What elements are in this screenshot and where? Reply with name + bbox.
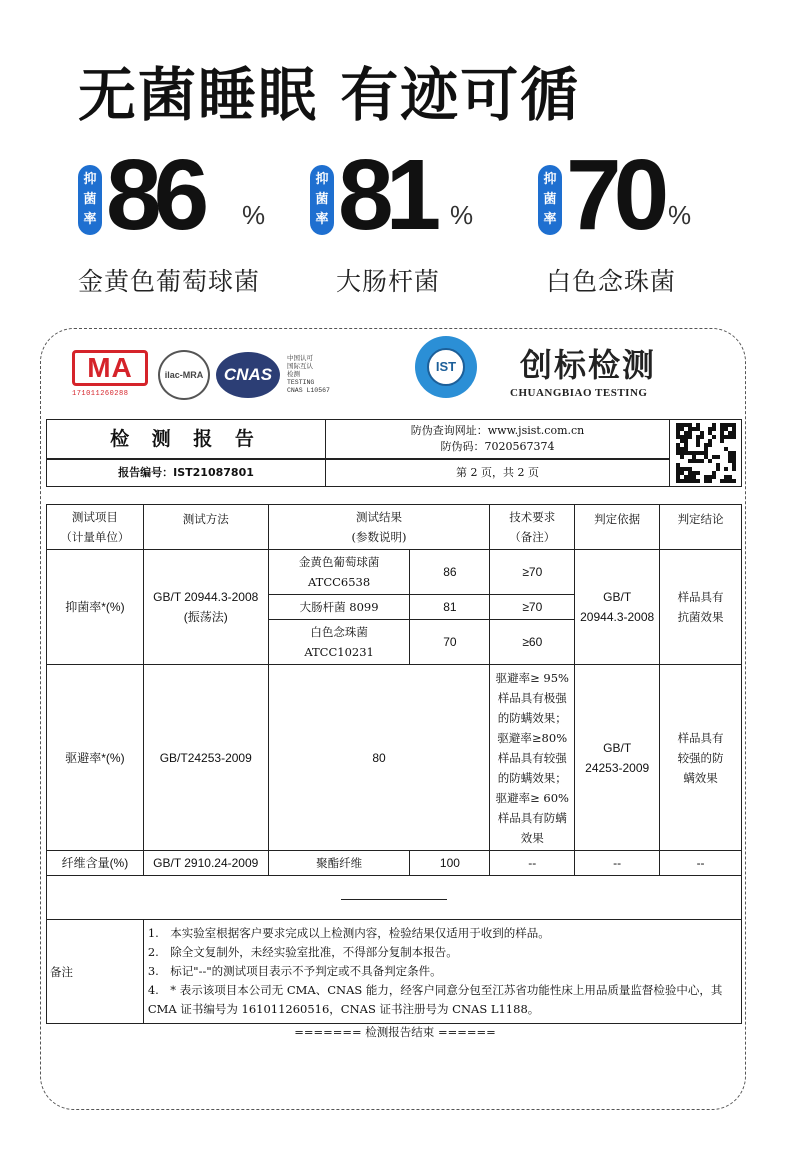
note-item: 3. 标记"--"的测试项目表示不予判定或不具备判定条件。 [147, 964, 442, 978]
note-item: 4. * 表示该项目本公司无 CMA、CNAS 能力，经客户同意分包至江苏省功能性床上用品质量监督检验中心，其 CMA 证书编号为 161011260516，CNAS 证书注册号为 CNAS L1188。 [147, 983, 723, 1016]
stat-badge: 抑 菌 率 [310, 165, 334, 235]
cell-item: 驱避率*(%) [47, 665, 144, 851]
stat-value: 70 [566, 139, 662, 251]
cell-req: ≥70 [490, 595, 575, 620]
stat-unit: % [450, 200, 474, 230]
table-row-notes [47, 920, 742, 1024]
cnas-logo: CNAS [216, 352, 280, 398]
cell-fiber: 聚酯纤维 [268, 851, 410, 876]
stat-name: 大肠杆菌 [336, 267, 441, 296]
cell-result: 100 [410, 851, 490, 876]
cell-basis: GB/T 24253-2009 [575, 665, 660, 851]
table-row [47, 851, 742, 876]
stat-staph [78, 139, 278, 251]
cell-req: 驱避率≥ 95% 样品具有极强 的防螨效果； 驱避率≥80% 样品具有较强 的防螨效果； 驱避率≥ 60% 样品具有防螨 效果 [490, 665, 575, 851]
ist-logo: IST [415, 336, 477, 398]
cell-req: -- [490, 851, 575, 876]
cell-strain: 白色念珠菌 ATCC10231 [268, 620, 410, 665]
cell-result: 81 [410, 595, 490, 620]
result-table [46, 504, 742, 1024]
cnas-text: 中国认可 国际互认 检测 TESTING CNAS L10567 [287, 355, 330, 394]
stat-badge: 抑 菌 率 [78, 165, 102, 235]
cell-basis: -- [575, 851, 660, 876]
notes-list [143, 920, 741, 1024]
stat-value: 86 [106, 139, 202, 251]
stat-name: 白色念珠菌 [546, 267, 677, 296]
company-name-cn: 创标检测 [520, 346, 657, 384]
cell-item: 抑菌率*(%) [47, 550, 144, 665]
cell-strain: 金黄色葡萄球菌 ATCC6538 [268, 550, 410, 595]
cell-conclusion: -- [660, 851, 742, 876]
company-name-en: CHUANGBIAO TESTING [510, 387, 648, 399]
header-cell: 判定依据 [575, 505, 660, 550]
cell-result: 80 [268, 665, 490, 851]
report-header [46, 419, 742, 489]
report-title: 检 测 报 告 [46, 419, 326, 459]
cell-conclusion: 样品具有 较强的防 螨效果 [660, 665, 742, 851]
cell-result: 70 [410, 620, 490, 665]
note-item: 1. 本实验室根据客户要求完成以上检测内容，检验结果仅适用于收到的样品。 [147, 926, 550, 940]
headline: 无菌睡眠 有迹可循 [78, 61, 581, 129]
cell-method: GB/T 2910.24-2009 [143, 851, 268, 876]
header-cell: 测试结果 (参数说明) [268, 505, 490, 550]
cell-strain: 大肠杆菌 8099 [268, 595, 410, 620]
cell-req: ≥60 [490, 620, 575, 665]
header-cell: 技术要求 （备注） [490, 505, 575, 550]
stat-ecoli [310, 139, 510, 251]
table-row [47, 665, 742, 851]
page-number: 第 2 页，共 2 页 [325, 459, 670, 487]
report-number: 报告编号：IST21087801 [46, 459, 326, 487]
report-end: ======= 检测报告结束 ====== [294, 1025, 496, 1039]
notes-label: 备注 [47, 920, 144, 1024]
stat-unit: % [242, 200, 266, 230]
cell-conclusion: 样品具有 抗菌效果 [660, 550, 742, 665]
stat-candida [538, 139, 738, 251]
cma-logo: MA 171011260288 [72, 350, 150, 402]
ilac-mra-logo: ilac-MRA [158, 350, 210, 400]
cell-result: 86 [410, 550, 490, 595]
anti-fake-query: 防伪查询网址：www.jsist.com.cn 防伪码：7020567374 [325, 419, 670, 459]
stat-badge: 抑 菌 率 [538, 165, 562, 235]
cell-req: ≥70 [490, 550, 575, 595]
cell-item: 纤维含量(%) [47, 851, 144, 876]
divider-line [341, 899, 447, 900]
stat-value: 81 [338, 139, 434, 251]
stat-unit: % [668, 200, 692, 230]
header-cell: 测试项目 （计量单位） [47, 505, 144, 550]
cell-basis: GB/T 20944.3-2008 [575, 550, 660, 665]
stat-name: 金黄色葡萄球菌 [78, 267, 261, 296]
table-header-row [47, 505, 742, 550]
cell-method: GB/T24253-2009 [143, 665, 268, 851]
note-item: 2. 除全文复制外，未经实验室批准，不得部分复制本报告。 [147, 945, 458, 959]
header-cell: 测试方法 [143, 505, 268, 550]
table-row [47, 550, 742, 595]
table-row-blank [47, 876, 742, 920]
qr-code-icon [676, 421, 736, 485]
cell-method: GB/T 20944.3-2008 (振荡法) [143, 550, 268, 665]
header-cell: 判定结论 [660, 505, 742, 550]
